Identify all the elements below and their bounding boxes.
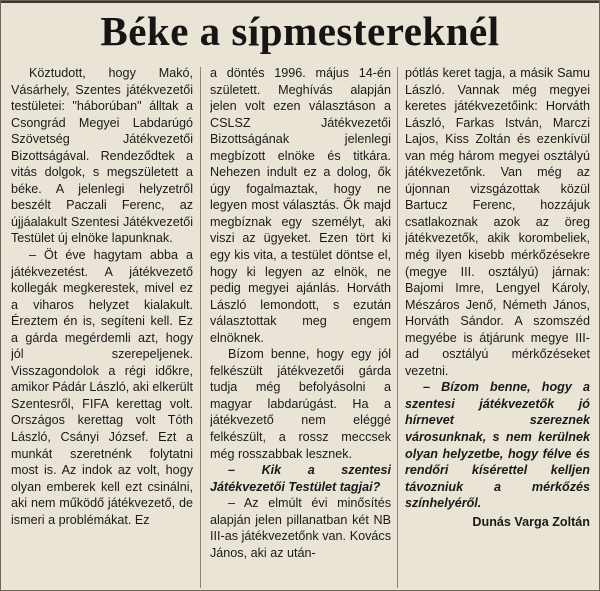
interview-question: – Kik a szentesi Játékvezetői Testület tagjai?	[210, 463, 391, 494]
headline: Béke a sípmestereknél	[100, 8, 500, 54]
paragraph: Köztudott, hogy Makó, Vásárhely, Szentes játékvezetői testületei: "háborúban" álltak a Csongrád Megyei Labdarúgó Szövetség Játékvezetői Bizottságával. Rendeződtek a vitás dolgok, s megszületett a béke. A jelenlegi helyzetről beszélt Paczali Ferenc, az újjáalakult Szentesi Játékvezetői Testület új elnöke lapunknak.	[11, 66, 193, 246]
article-column-3	[405, 65, 590, 591]
interview-question: – Bízom benne, hogy a szentesi játékvezetők jó hírnevet szereznek városunknak, s nem kerülnek olyan helyzetbe, hogy félve és rendőri kísérettel kelljen távozniuk a mérkőzés színhelyéről.	[405, 380, 590, 511]
paragraph: – Öt éve hagytam abba a játékvezetést. A játékvezető kollegák megkerestek, mivel ez a viharos helyzet kialakult. Éreztem én is, segíteni kell. Ez a gárda megérdemli azt, hogy jól szerepeljenek. Visszagondolok a régi időkre, amikor Pádár László, aki elkerült Szentesről, FIFA kerettag volt. Országos kerettag volt Tóth László, Csányi József. Ezt a munkát szeretnénk folytatni most is. Az indok az volt, hogy olyan emberek kell ezt csinálni, aki nem működő játékvezető, de ismeri a problémákat. Ez	[11, 248, 193, 527]
column-divider	[200, 67, 201, 588]
article-column-1	[11, 65, 193, 591]
paragraph: Bízom benne, hogy egy jól felkészült játékvezetői gárda tudja még befolyásolni a magyar labdarúgást. Ha a játékvezető nem eléggé felkészült, a rossz meccsek még rosszabbak lesznek.	[210, 347, 391, 461]
column-divider	[397, 67, 398, 588]
paragraph: a döntés 1996. május 14-én született. Meghívás alapján jelen volt ezen választáson a CSLSZ Játékvezetői Bizottságának jelenlegi megbízott elnöke és titkára. Nehezen indult ez a dolog, ők úgy fogalmaztak, hogy ne legyen most választás. Ők majd megbíznak egy személyt, aki viszi az ügyeket. Ezen tört ki egy kis vita, a testület döntse el, hogy ki legyen az elnök, ne pedig megyei ajánlás. Horváth László lemondott, s ezután választottak meg engem elnöknek.	[210, 66, 391, 345]
article-column-2	[210, 65, 391, 591]
author-signature: Dunás Varga Zoltán	[472, 514, 590, 529]
paragraph: – Az elmúlt évi minősítés alapján jelen pillanatban két NB III-as játékvezetőnk van. Kovács János, aki az után-	[210, 496, 391, 560]
paragraph: pótlás keret tagja, a másik Samu László. Vannak még megyei keretes játékvezetőink: Horváth László, Farkas István, Marczi Lajos, Kiss Zoltán és ezenkívül van még három megyei osztályú játékvezetőnk. Van még az újonnan vizsgázottak közül Bartucz Ferenc, hozzájuk csatlakoznak azok az öreg játékvezetők, akik korombeliek, még ilyen kisebb mérkőzésekre (megye III. osztályú) járnak: Bajomi Imre, Lengyel Károly, Mészáros Jenő, Németh János, Horváth Sándor. A szomszéd megyébe is átjárunk megye III-ad osztályú mérkőzéseket vezetni.	[405, 66, 590, 378]
